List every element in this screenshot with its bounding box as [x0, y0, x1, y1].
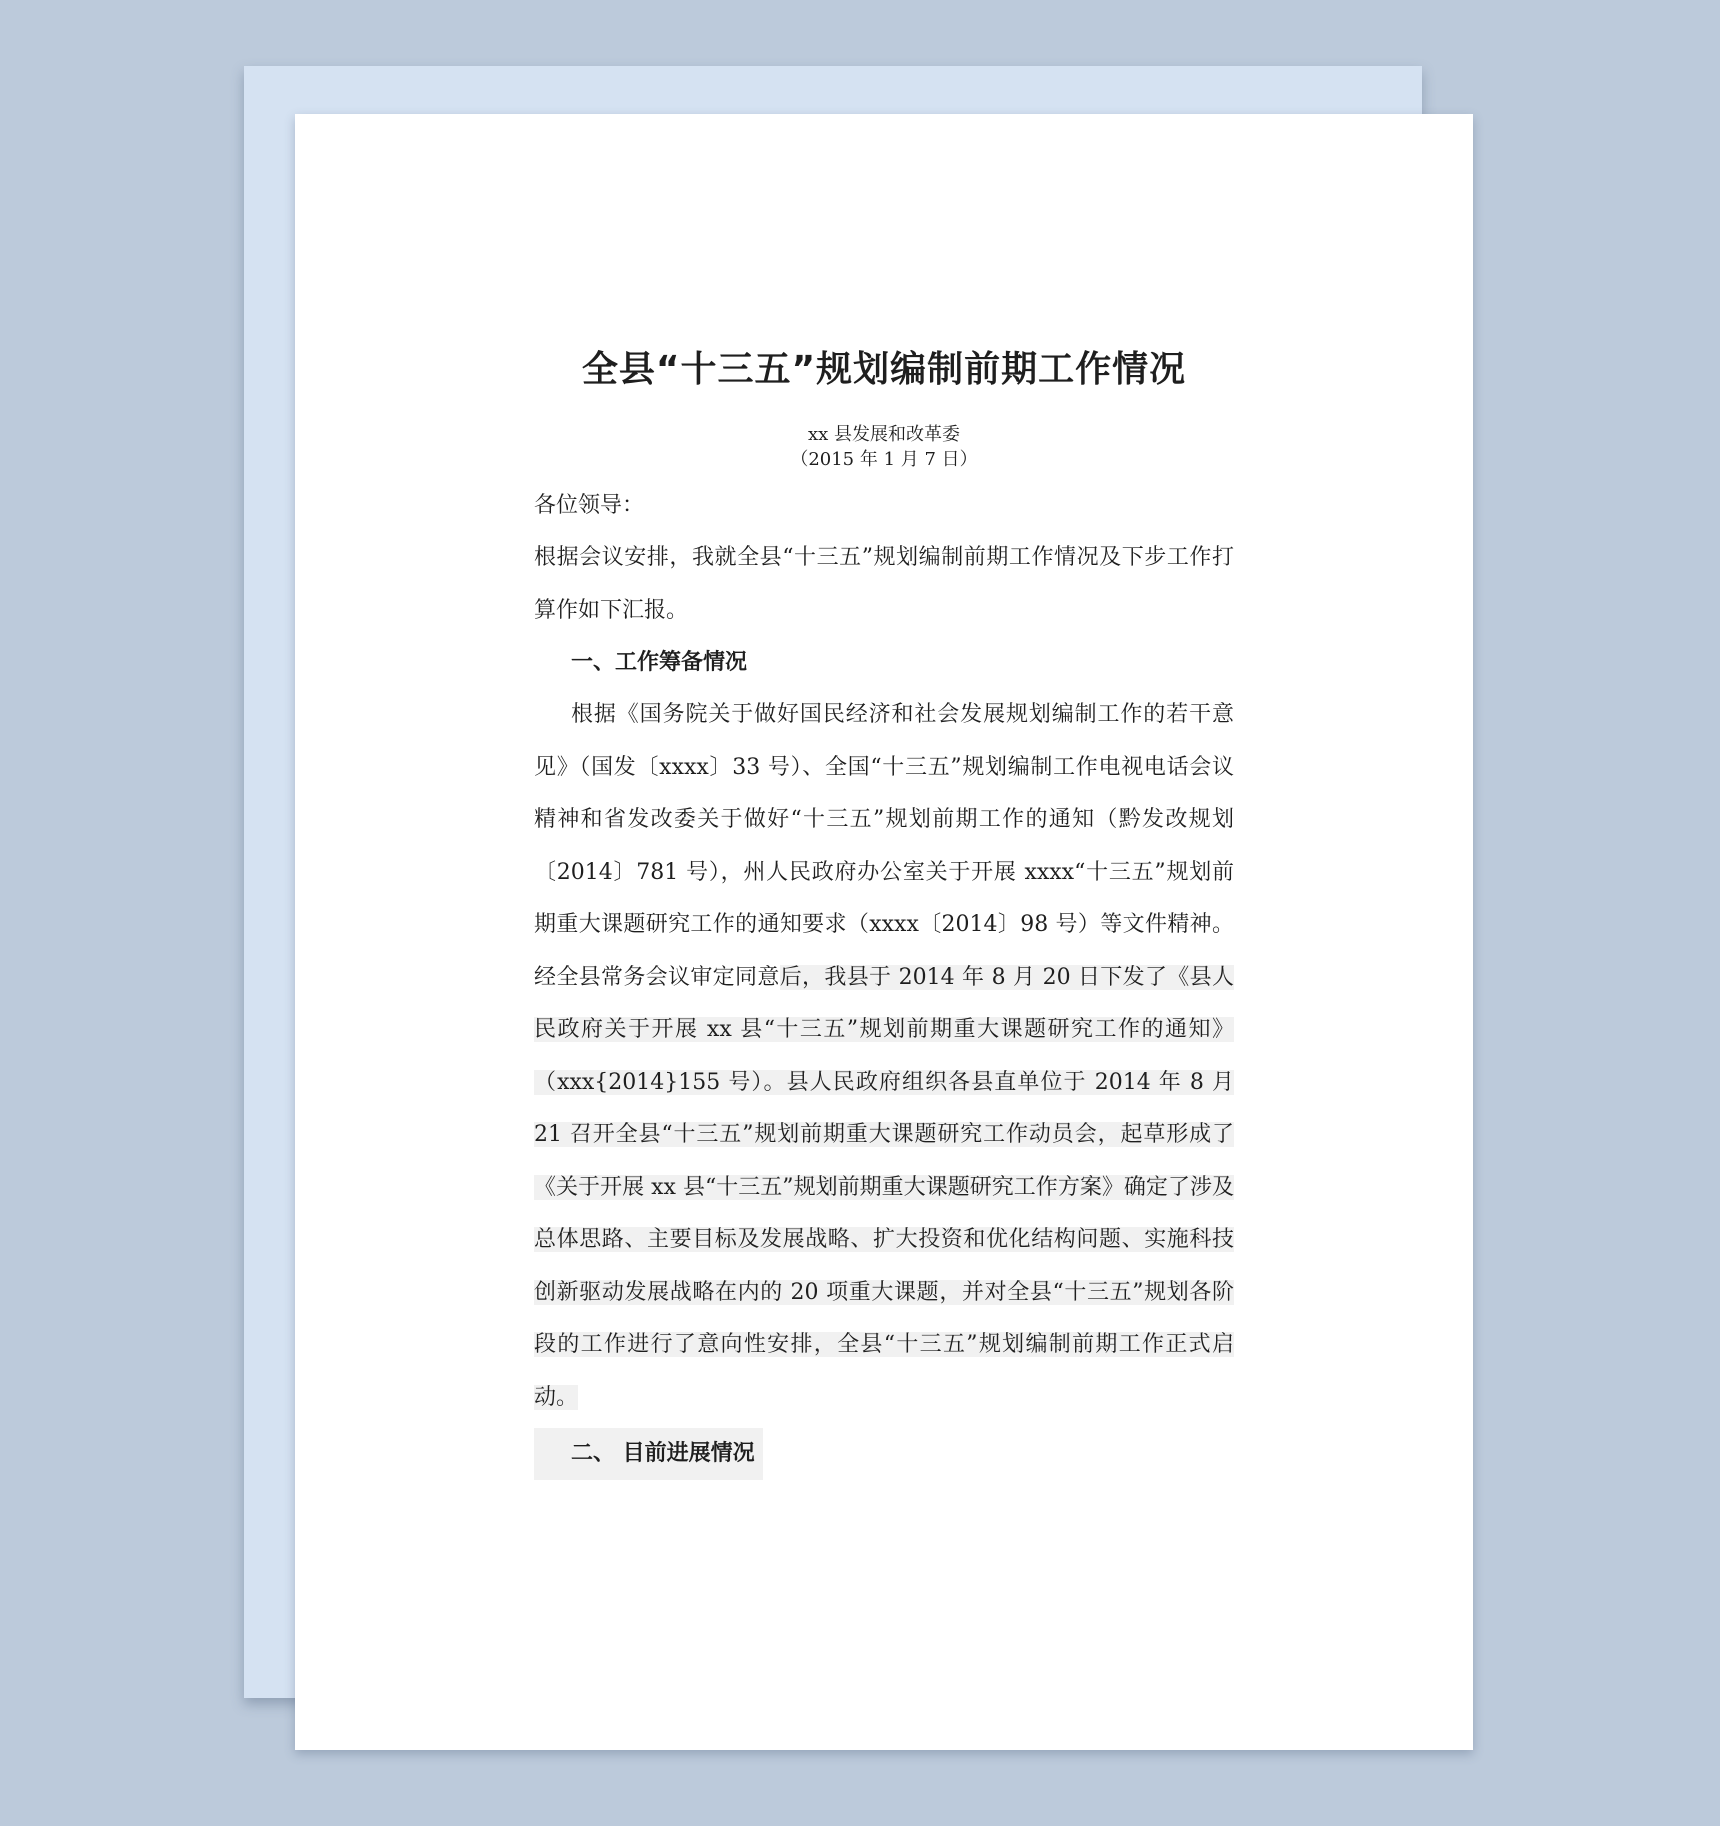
section-1-text-b-highlighted: 后，我县于 2014 年 8 月 20 日下发了《县人民政府关于开展 xx 县“十三五”规划前期重大课题研究工作的通知》（xxx{2014}155 号）。县人民政府组织各县直单位于 2014 年 8 月 21 召开全县“十三五”规划前期重大课题研究工作动员会，起草形成了《关于开展 xx 县“十三五”规划前期重大课题研究工作方案》确定了涉及总体思路、主要目标及发展战略、扩大投资和优化结构问题、实施科技创新驱动发展战略在内的 20 项重大课题，并对全县“十三五”规划各阶段的工作进行了意向性安排，全县“十三五”规划编制前期工作正式启动。: [534, 964, 1234, 1410]
issuer: xx 县发展和改革委: [807, 424, 961, 445]
document-title: 全县“十三五”规划编制前期工作情况: [581, 349, 1187, 390]
document-body: [534, 340, 1234, 1480]
section-1-paragraph: [534, 689, 1234, 1424]
section-1-text-a: 根据《国务院关于做好国民经济和社会发展规划编制工作的若干意见》（国发〔xxxx〕33 号）、全国“十三五”规划编制工作电视电话会议精神和省发改委关于做好“十三五”规划前期工作的通知（黔发改规划〔2014〕781 号），州人民政府办公室关于开展 xxxx“十三五”规划前期重大课题研究工作的通知要求（xxxx〔2014〕98 号）等文件精神。经全县常务会议审定同意: [534, 702, 1234, 990]
document-date: （2015 年 1 月 7 日）: [790, 449, 978, 470]
intro-paragraph: 根据会议安排，我就全县“十三五”规划编制前期工作情况及下步工作打算作如下汇报。: [534, 545, 1234, 623]
section-heading-1: 一、工作筹备情况: [571, 650, 748, 675]
salutation: 各位领导：: [534, 493, 645, 518]
section-heading-2: 二、 目前进展情况: [534, 1428, 763, 1480]
